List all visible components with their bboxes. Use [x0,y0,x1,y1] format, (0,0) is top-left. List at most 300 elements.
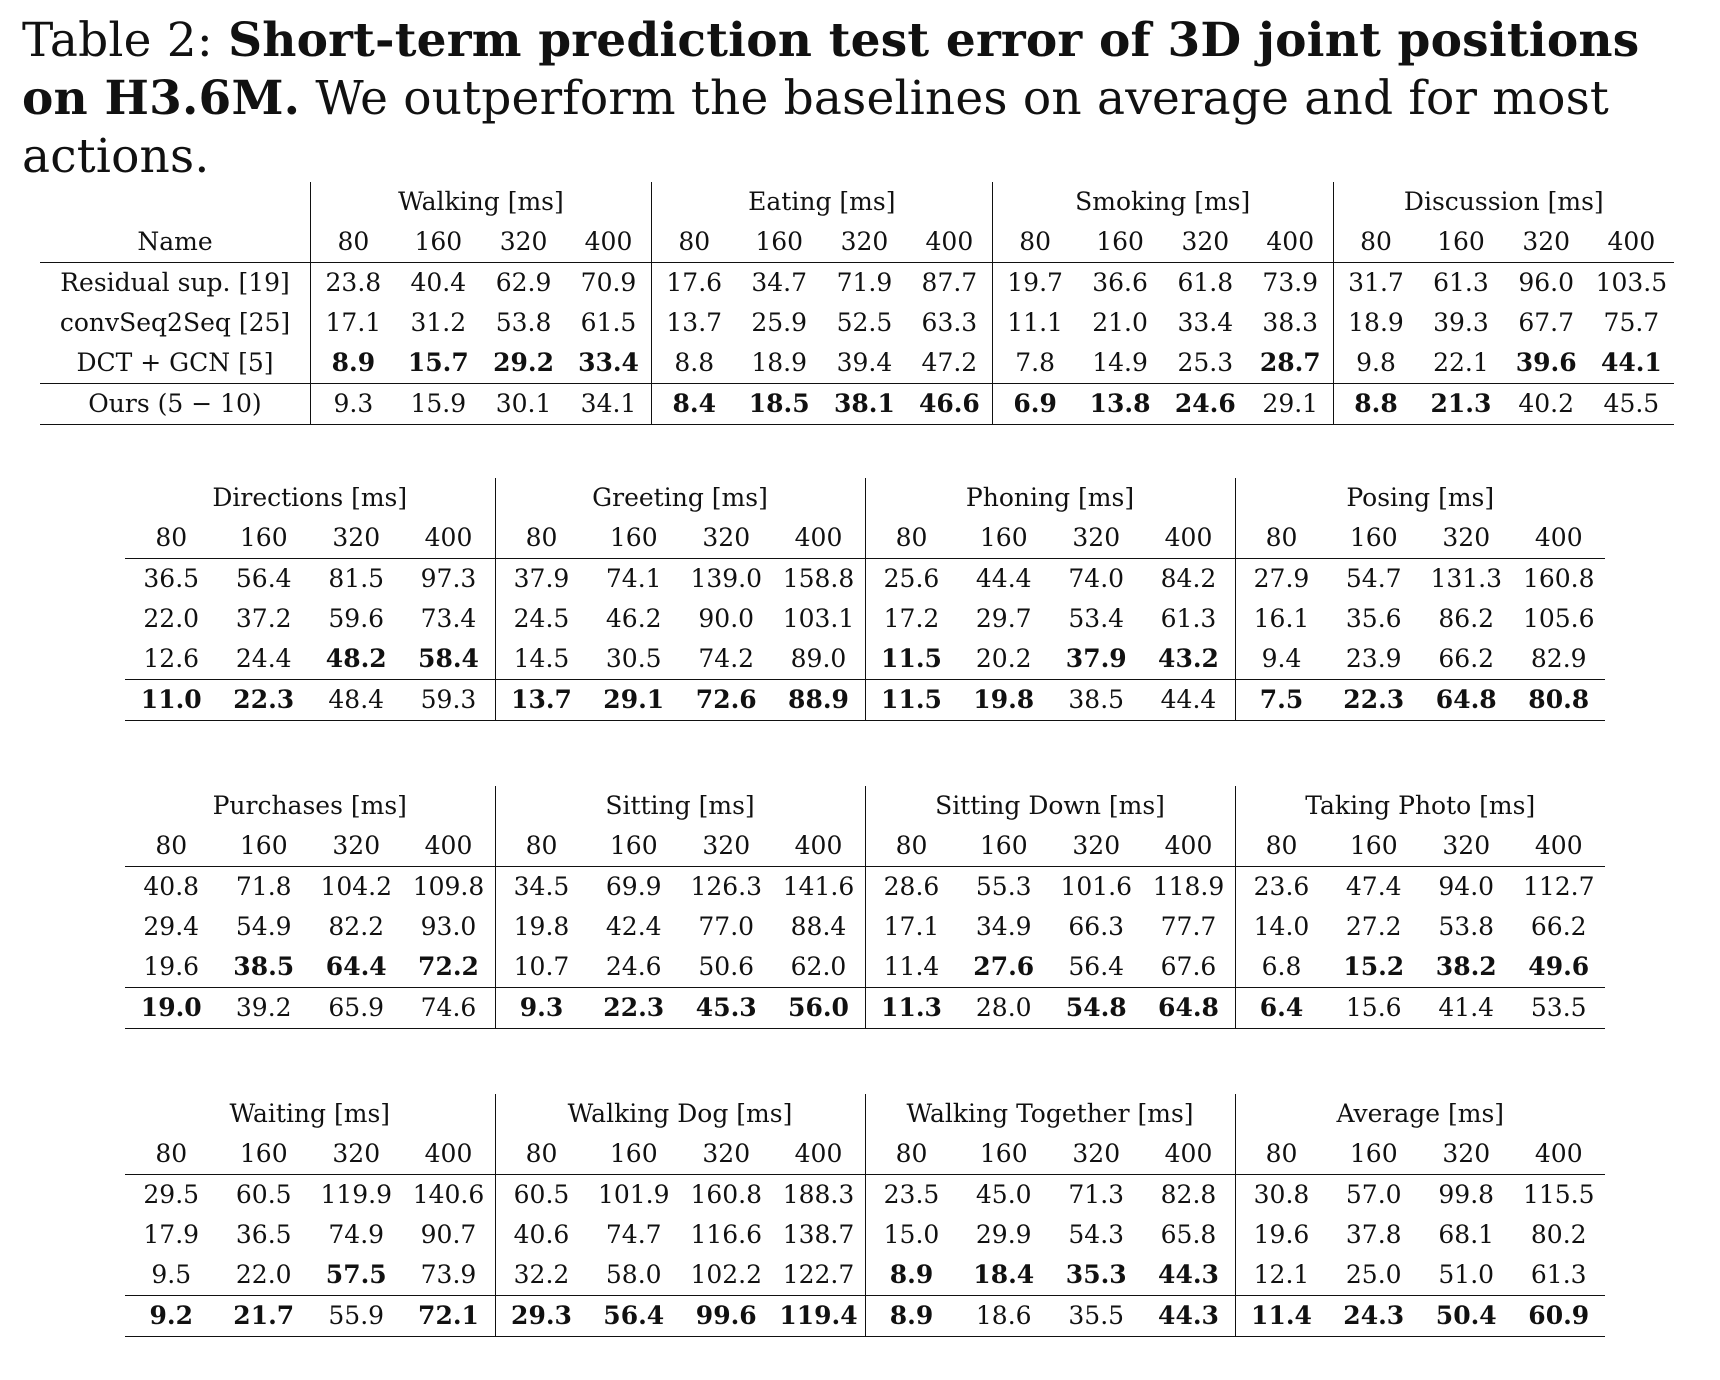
method-name: DCT + GCN [5] [76,348,274,377]
error-value: 19.8 [958,680,1051,721]
error-value: 21.7 [218,1296,311,1337]
horizon-label: 320 [1442,1139,1491,1168]
error-value: 158.8 [773,559,866,600]
error-value: 99.6 [680,1296,773,1337]
table-row [125,1215,1605,1255]
error-value: 34.9 [975,912,1032,941]
horizon-label: 400 [584,227,633,256]
error-value: 19.7 [992,263,1077,304]
horizon-label: 320 [332,1139,381,1168]
error-value: 57.5 [325,1260,387,1289]
error-value: 82.9 [1530,644,1587,673]
error-value: 12.1 [1235,1255,1328,1296]
error-value: 9.5 [151,1260,192,1289]
horizon-label: 80 [155,523,188,552]
error-value: 7.8 [992,343,1077,384]
horizon-label: 80 [155,831,188,860]
error-value: 54.3 [1068,1220,1125,1249]
error-value: 22.1 [1433,348,1489,377]
error-value: 34.7 [737,263,822,304]
error-value: 36.6 [1077,263,1162,304]
name-header: Name [137,227,213,256]
horizon-label: 80 [865,1134,958,1175]
error-value: 71.8 [218,867,311,908]
error-value: 56.4 [588,1296,681,1337]
error-value: 69.9 [588,867,681,908]
error-value: 50.6 [698,952,755,981]
error-value: 30.8 [1235,1175,1328,1216]
error-value: 30.1 [481,384,566,425]
horizon-header-row [125,1134,1605,1175]
horizon-label: 160 [609,831,658,860]
error-value: 115.5 [1513,1175,1606,1216]
error-value: 75.7 [1603,308,1660,337]
error-value: 103.5 [1589,263,1674,304]
group-title: Greeting [ms] [495,478,865,518]
group-title: Taking Photo [ms] [1235,786,1605,826]
error-value: 46.6 [907,384,992,425]
error-value: 82.8 [1143,1175,1236,1216]
error-value: 21.3 [1418,384,1503,425]
horizon-label: 160 [979,523,1028,552]
error-value: 97.3 [403,559,496,600]
table-row [125,680,1605,721]
error-value: 139.0 [680,559,773,600]
error-value: 8.9 [311,343,396,384]
horizon-label: 320 [702,1139,751,1168]
horizon-label: 160 [609,523,658,552]
error-value: 8.9 [865,1296,958,1337]
horizon-label: 400 [424,831,473,860]
group-title: Eating [ms] [651,182,992,222]
table-row [40,384,1674,425]
error-value: 80.2 [1530,1220,1587,1249]
error-value: 74.7 [605,1220,662,1249]
table-row [40,303,1674,343]
horizon-label: 320 [1072,523,1121,552]
horizon-label: 160 [755,227,804,256]
error-value: 54.7 [1328,559,1421,600]
error-value: 53.5 [1513,988,1606,1029]
results-table-block-4 [125,1094,1605,1337]
horizon-label: 400 [794,523,843,552]
error-value: 37.2 [235,604,292,633]
error-value: 105.6 [1522,604,1595,633]
error-value: 141.6 [773,867,866,908]
horizon-label: 80 [495,518,588,559]
horizon-label: 320 [840,227,889,256]
error-value: 7.5 [1235,680,1328,721]
error-value: 62.9 [481,263,566,304]
error-value: 32.2 [495,1255,588,1296]
horizon-label: 80 [651,222,736,263]
horizon-label: 400 [1534,831,1583,860]
error-value: 37.9 [1065,644,1127,673]
error-value: 44.3 [1158,1260,1219,1289]
horizon-label: 320 [1442,523,1491,552]
error-value: 24.6 [1163,384,1248,425]
group-title: Average [ms] [1235,1094,1605,1134]
error-value: 22.3 [218,680,311,721]
error-value: 19.0 [125,988,218,1029]
error-value: 44.4 [1143,680,1236,721]
error-value: 131.3 [1420,559,1513,600]
error-value: 72.2 [418,952,479,981]
horizon-label: 160 [979,1139,1028,1168]
horizon-label: 80 [495,1134,588,1175]
error-value: 82.2 [328,912,385,941]
error-value: 56.0 [773,988,866,1029]
error-value: 119.9 [310,1175,403,1216]
horizon-label: 320 [1522,227,1571,256]
caption-rest: We outperform the baselines on average and for most actions. [22,71,1609,184]
group-title: Sitting [ms] [495,786,865,826]
error-value: 101.6 [1050,867,1143,908]
error-value: 67.7 [1518,308,1574,337]
error-value: 38.5 [1050,680,1143,721]
error-value: 72.1 [403,1296,496,1337]
error-value: 11.1 [992,303,1077,343]
error-value: 22.3 [1328,680,1421,721]
group-title: Walking Together [ms] [865,1094,1235,1134]
results-table-block-1 [40,182,1674,425]
error-value: 65.8 [1160,1220,1217,1249]
method-name: convSeq2Seq [25] [59,308,291,337]
error-value: 40.6 [495,1215,588,1255]
error-value: 9.8 [1333,343,1418,384]
error-value: 14.9 [1092,348,1148,377]
error-value: 15.9 [396,384,481,425]
error-value: 74.1 [588,559,681,600]
error-value: 17.9 [143,1220,200,1249]
horizon-label: 400 [925,227,974,256]
error-value: 9.2 [125,1296,218,1337]
error-value: 116.6 [690,1220,763,1249]
error-value: 61.3 [1418,263,1503,304]
horizon-label: 400 [1164,831,1213,860]
error-value: 73.9 [420,1260,477,1289]
horizon-label: 400 [424,1139,473,1168]
group-header-row [125,1094,1605,1134]
error-value: 11.3 [865,988,958,1029]
error-value: 17.6 [651,263,736,304]
group-header-row [125,786,1605,826]
error-value: 40.8 [125,867,218,908]
error-value: 13.8 [1077,384,1162,425]
horizon-label: 160 [979,831,1028,860]
horizon-label: 320 [499,227,548,256]
group-title: Smoking [ms] [992,182,1333,222]
error-value: 39.4 [836,348,893,377]
error-value: 160.8 [680,1175,773,1216]
error-value: 88.9 [773,680,866,721]
error-value: 48.2 [325,644,387,673]
error-value: 51.0 [1438,1260,1495,1289]
horizon-label: 160 [1349,831,1398,860]
error-value: 39.3 [1433,308,1489,337]
horizon-label: 80 [1235,1134,1328,1175]
error-value: 53.8 [495,308,552,337]
table-row [40,263,1674,304]
error-value: 19.6 [143,952,200,981]
error-value: 122.7 [782,1260,855,1289]
error-value: 84.2 [1143,559,1236,600]
error-value: 68.1 [1438,1220,1495,1249]
horizon-label: 400 [1534,523,1583,552]
error-value: 37.8 [1345,1220,1402,1249]
error-value: 65.9 [310,988,403,1029]
error-value: 48.4 [310,680,403,721]
error-value: 87.7 [907,263,992,304]
error-value: 89.0 [790,644,847,673]
horizon-label: 80 [1333,222,1418,263]
horizon-label: 80 [495,826,588,867]
caption-title: Short-term prediction test error of 3D joint positions on H3.6M. [22,13,1640,126]
horizon-label: 320 [702,831,751,860]
error-value: 58.4 [418,644,479,673]
error-value: 13.7 [495,680,588,721]
table-row [125,867,1605,908]
error-value: 13.7 [651,303,736,343]
error-value: 53.4 [1068,604,1125,633]
error-value: 47.2 [921,348,978,377]
error-value: 15.2 [1343,952,1405,981]
error-value: 119.4 [773,1296,866,1337]
error-value: 9.4 [1235,639,1328,680]
error-value: 17.1 [865,907,958,947]
horizon-label: 320 [1181,227,1230,256]
horizon-label: 160 [1437,227,1485,256]
error-value: 39.2 [218,988,311,1029]
error-value: 45.3 [680,988,773,1029]
error-value: 17.2 [865,599,958,639]
error-value: 19.6 [1235,1215,1328,1255]
horizon-label: 400 [1164,1139,1213,1168]
error-value: 38.3 [1262,308,1319,337]
error-value: 8.4 [651,384,736,425]
horizon-label: 320 [702,523,751,552]
group-title: Sitting Down [ms] [865,786,1235,826]
error-value: 118.9 [1143,867,1236,908]
error-value: 93.0 [420,912,477,941]
table-row [125,947,1605,988]
error-value: 18.4 [973,1260,1035,1289]
error-value: 29.7 [975,604,1032,633]
horizon-header-row [125,826,1605,867]
horizon-label: 400 [1534,1139,1583,1168]
error-value: 24.3 [1328,1296,1421,1337]
error-value: 60.5 [495,1175,588,1216]
error-value: 112.7 [1513,867,1606,908]
error-value: 11.5 [865,639,958,680]
error-value: 63.3 [921,308,978,337]
error-value: 15.6 [1328,988,1421,1029]
error-value: 59.3 [403,680,496,721]
error-value: 74.2 [698,644,755,673]
error-value: 72.6 [680,680,773,721]
error-value: 44.4 [958,559,1051,600]
error-value: 28.0 [958,988,1051,1029]
error-value: 104.2 [310,867,403,908]
error-value: 34.5 [495,867,588,908]
error-value: 46.2 [605,604,662,633]
table-row [125,559,1605,600]
error-value: 6.4 [1235,988,1328,1029]
error-value: 64.8 [1143,988,1236,1029]
horizon-label: 160 [239,523,288,552]
error-value: 57.0 [1328,1175,1421,1216]
error-value: 109.8 [403,867,496,908]
error-value: 61.3 [1160,604,1217,633]
horizon-label: 80 [865,518,958,559]
error-value: 33.4 [1177,308,1234,337]
error-value: 11.4 [1235,1296,1328,1337]
error-value: 8.8 [1333,384,1418,425]
error-value: 27.6 [973,952,1035,981]
group-title: Phoning [ms] [865,478,1235,518]
error-value: 21.0 [1092,308,1148,337]
error-value: 23.5 [865,1175,958,1216]
error-value: 53.8 [1438,912,1495,941]
error-value: 47.4 [1328,867,1421,908]
error-value: 25.6 [865,559,958,600]
error-value: 25.0 [1345,1260,1402,1289]
horizon-label: 160 [1349,523,1398,552]
error-value: 8.8 [651,343,736,384]
error-value: 90.7 [420,1220,477,1249]
error-value: 28.6 [865,867,958,908]
error-value: 31.2 [410,308,467,337]
error-value: 74.6 [403,988,496,1029]
error-value: 11.4 [865,947,958,988]
error-value: 25.3 [1177,348,1234,377]
table-row [125,1255,1605,1296]
error-value: 64.8 [1420,680,1513,721]
error-value: 17.1 [311,303,396,343]
error-value: 43.2 [1158,644,1219,673]
group-title: Purchases [ms] [212,791,407,820]
error-value: 62.0 [790,952,847,981]
error-value: 77.7 [1160,912,1217,941]
table-row [125,907,1605,947]
error-value: 15.0 [865,1215,958,1255]
error-value: 20.2 [975,644,1032,673]
horizon-label: 80 [1235,826,1328,867]
error-value: 55.3 [958,867,1051,908]
error-value: 27.2 [1345,912,1402,941]
group-header-row [125,478,1605,518]
error-value: 74.0 [1050,559,1143,600]
group-title: Walking [ms] [311,182,652,222]
error-value: 61.5 [580,308,637,337]
error-value: 40.2 [1504,384,1589,425]
horizon-label: 80 [1235,518,1328,559]
error-value: 28.7 [1259,348,1321,377]
error-value: 23.8 [311,263,396,304]
error-value: 29.2 [493,348,554,377]
error-value: 54.8 [1050,988,1143,1029]
method-name: Ours (5 − 10) [40,384,311,425]
error-value: 31.7 [1333,263,1418,304]
error-value: 45.0 [958,1175,1051,1216]
horizon-label: 80 [865,826,958,867]
error-value: 23.9 [1345,644,1402,673]
error-value: 23.6 [1235,867,1328,908]
horizon-label: 400 [794,1139,843,1168]
results-table-block-3 [125,786,1605,1029]
error-value: 67.6 [1160,952,1217,981]
horizon-label: 80 [992,222,1077,263]
error-value: 29.1 [1248,384,1333,425]
horizon-label: 320 [1072,1139,1121,1168]
horizon-label: 320 [1442,831,1491,860]
table-row [125,1296,1605,1337]
error-value: 29.9 [975,1220,1032,1249]
horizon-label: 400 [794,831,843,860]
horizon-label: 160 [1349,1139,1398,1168]
table-row [40,343,1674,384]
error-value: 24.6 [605,952,662,981]
error-value: 42.4 [605,912,662,941]
error-value: 29.5 [125,1175,218,1216]
error-value: 22.0 [143,604,200,633]
error-value: 188.3 [773,1175,866,1216]
group-title: Discussion [ms] [1333,182,1674,222]
error-value: 27.9 [1235,559,1328,600]
error-value: 52.5 [836,308,893,337]
error-value: 44.1 [1600,348,1662,377]
error-value: 29.1 [588,680,681,721]
error-value: 66.2 [1530,912,1587,941]
error-value: 19.8 [495,907,588,947]
horizon-label: 400 [1164,523,1213,552]
horizon-label: 160 [609,1139,658,1168]
horizon-label: 160 [239,831,288,860]
error-value: 94.0 [1420,867,1513,908]
error-value: 56.4 [1068,952,1125,981]
horizon-label: 400 [424,523,473,552]
error-value: 22.3 [588,988,681,1029]
error-value: 71.3 [1050,1175,1143,1216]
error-value: 64.4 [325,952,387,981]
error-value: 18.9 [751,348,808,377]
error-value: 11.0 [125,680,218,721]
error-value: 58.0 [605,1260,662,1289]
error-value: 35.3 [1065,1260,1127,1289]
error-value: 66.2 [1438,644,1495,673]
error-value: 74.9 [328,1220,385,1249]
error-value: 41.4 [1420,988,1513,1029]
error-value: 99.8 [1420,1175,1513,1216]
table-caption [22,12,1702,186]
error-value: 101.9 [588,1175,681,1216]
error-value: 6.8 [1235,947,1328,988]
results-table-block-2 [125,478,1605,721]
horizon-label: 400 [1607,227,1656,256]
error-value: 35.6 [1345,604,1402,633]
error-value: 36.5 [125,559,218,600]
error-value: 77.0 [698,912,755,941]
error-value: 44.3 [1143,1296,1236,1337]
horizon-label: 320 [332,831,381,860]
error-value: 9.3 [311,384,396,425]
error-value: 61.3 [1530,1260,1587,1289]
group-title: Waiting [ms] [229,1099,391,1128]
horizon-label: 400 [1266,227,1315,256]
error-value: 34.1 [566,384,651,425]
error-value: 18.9 [1333,303,1418,343]
error-value: 50.4 [1420,1296,1513,1337]
